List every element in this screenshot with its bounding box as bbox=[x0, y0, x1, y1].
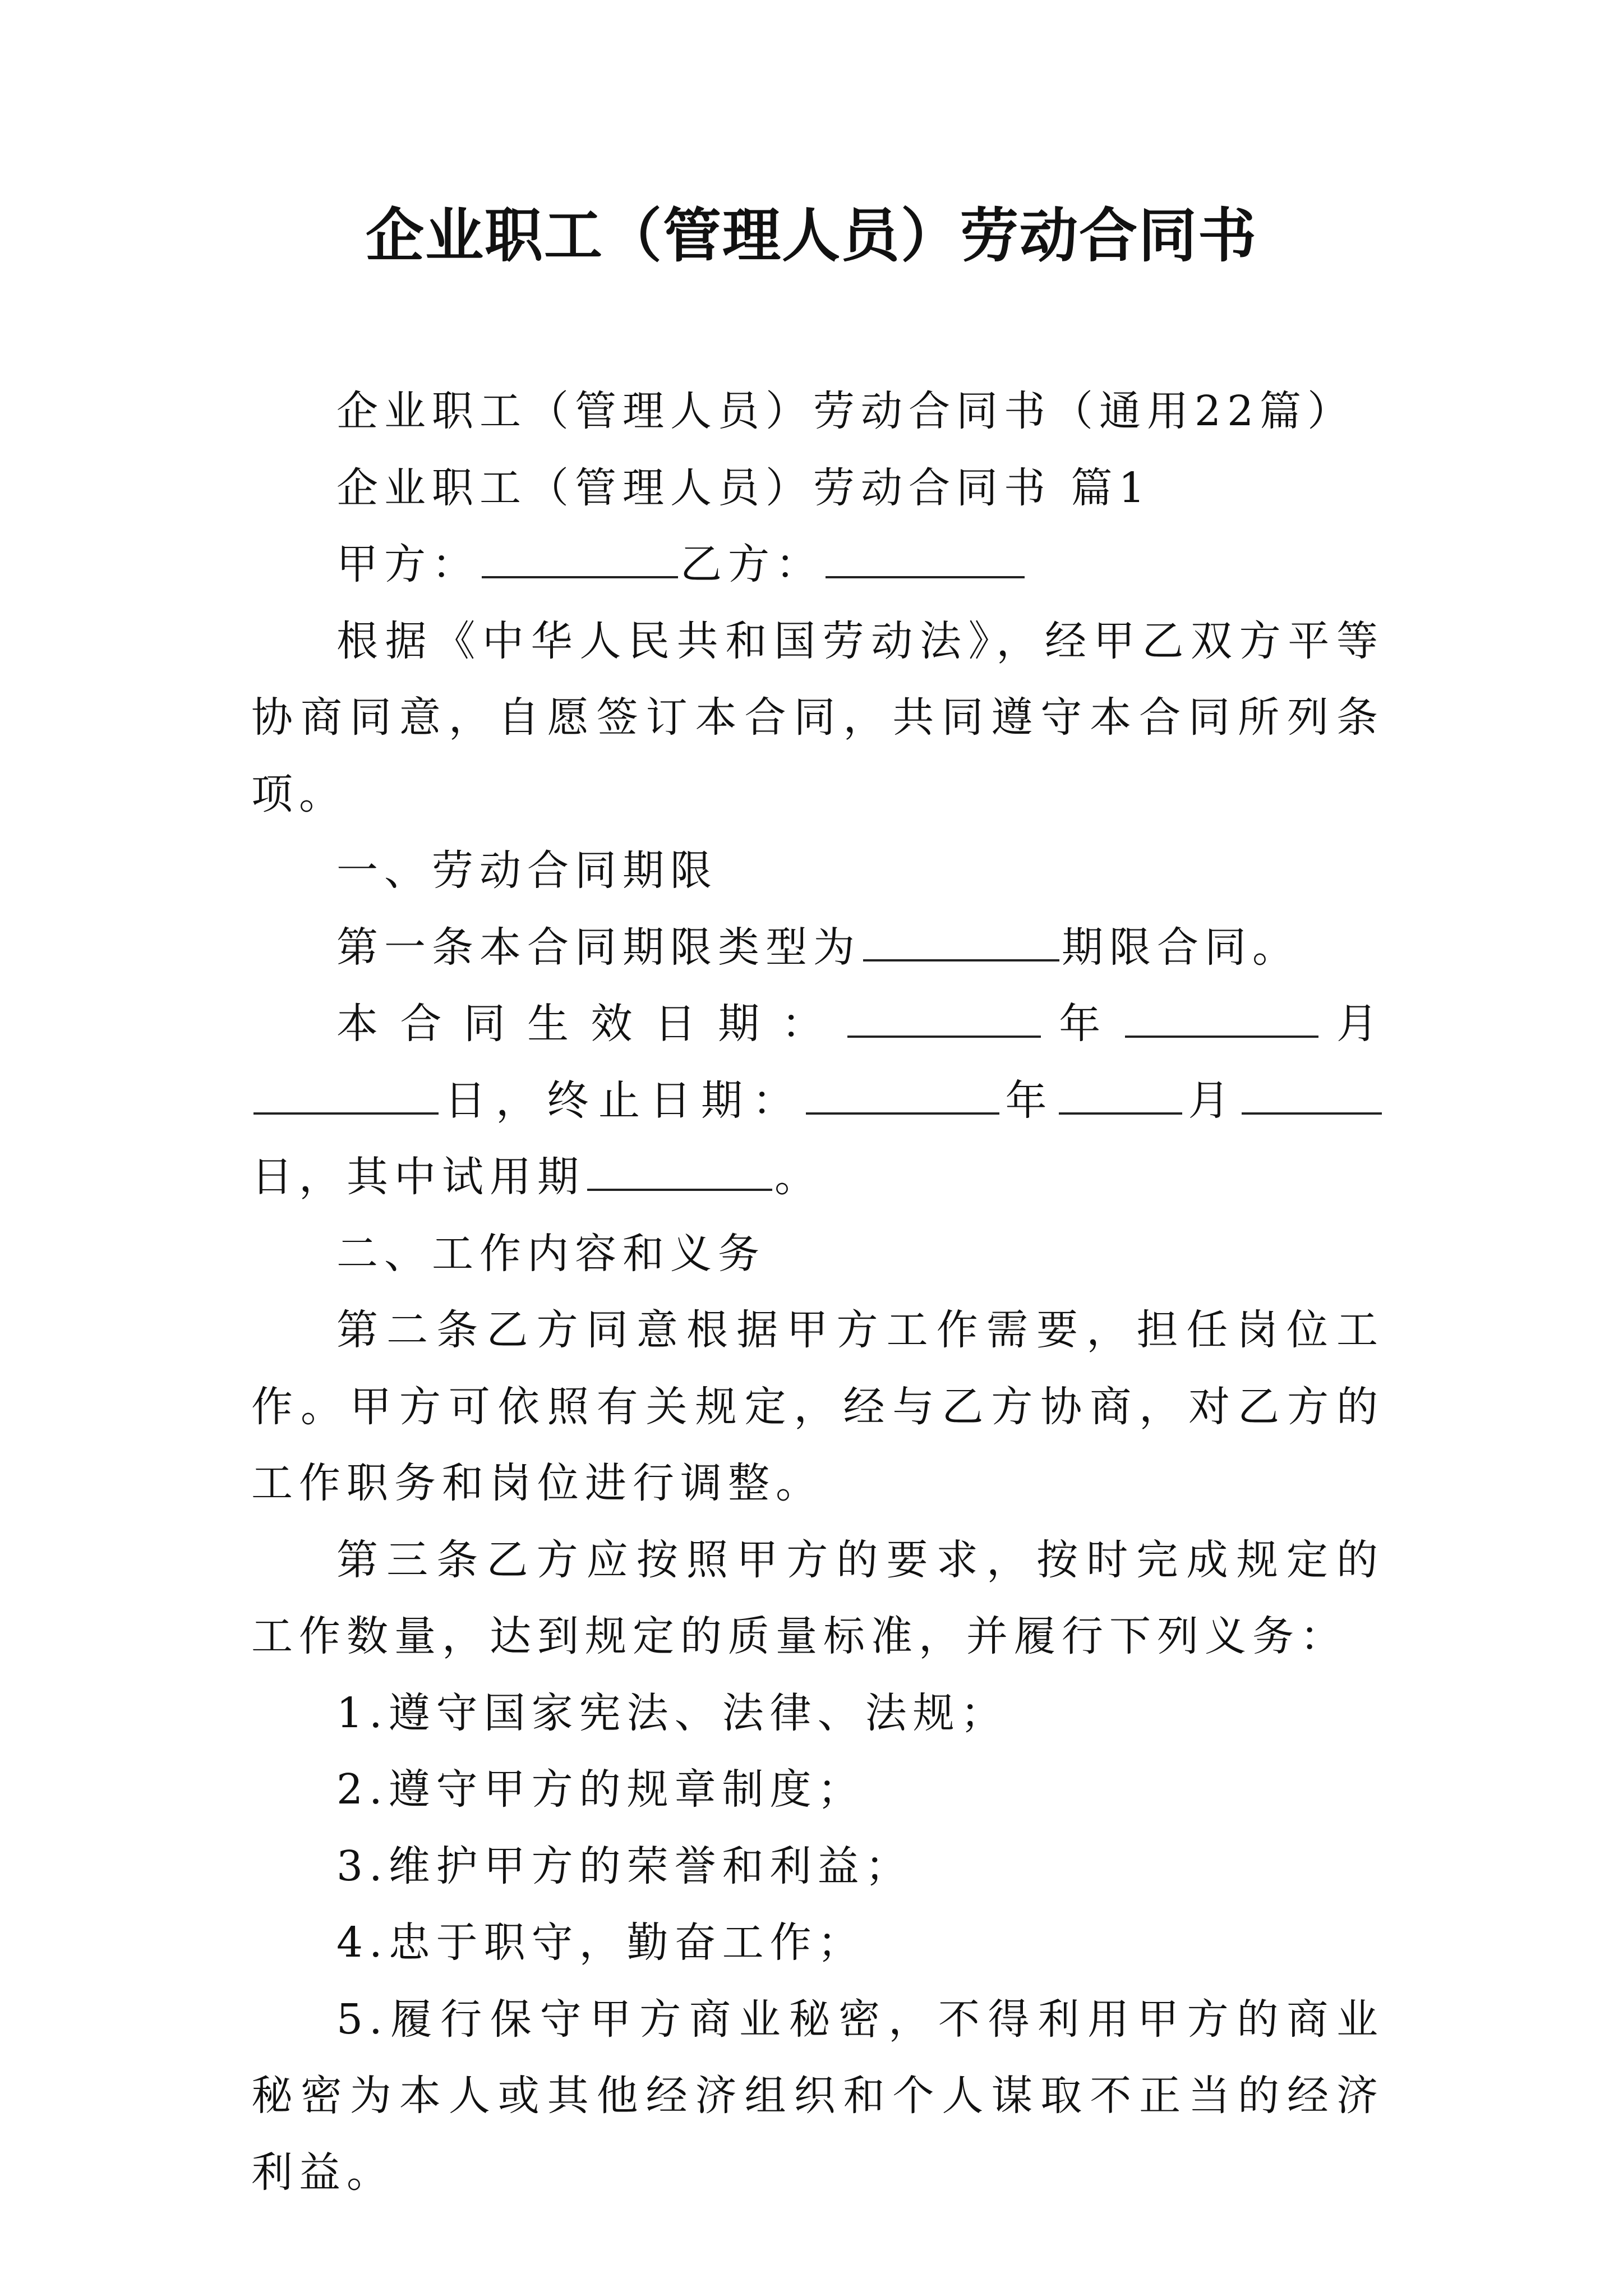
party-a-label: 甲方： bbox=[336, 540, 479, 588]
end-month-blank bbox=[1059, 1075, 1182, 1115]
end-day-blank bbox=[1242, 1075, 1382, 1115]
month2-label: 月 bbox=[1184, 1076, 1239, 1125]
section2-heading: 二、工作内容和义务 bbox=[336, 1229, 766, 1278]
year2-label: 年 bbox=[1002, 1076, 1057, 1125]
duty-item-1: 1.遵守国家宪法、法律、法规； bbox=[336, 1688, 1008, 1737]
duty-item-5: 5.履行保守甲方商业秘密，不得利用甲方的商业秘密为本人或其他经济组织和个人谋取不正当的经济利益。 bbox=[251, 1995, 1384, 2197]
intro-paragraph: 根据《中华人民共和国劳动法》，经甲乙双方平等协商同意，自愿签订本合同，共同遵守本合同所列条项。 bbox=[251, 616, 1384, 818]
period-end: 。 bbox=[774, 1153, 822, 1201]
effective-date-paragraph bbox=[251, 986, 1384, 1216]
duty-item-3: 3.维护甲方的荣誉和利益； bbox=[336, 1842, 913, 1890]
probation-blank bbox=[587, 1152, 772, 1191]
effective-year-blank bbox=[847, 999, 1041, 1038]
effective-day-blank bbox=[253, 1075, 439, 1115]
article3: 第三条乙方应按照甲方的要求，按时完成规定的工作数量，达到规定的质量标准，并履行下列义务： bbox=[251, 1535, 1384, 1660]
document-title: 企业职工（管理人员）劳动合同书 bbox=[365, 201, 1257, 270]
duty-item-2: 2.遵守甲方的规章制度； bbox=[336, 1765, 865, 1814]
article2: 第二条乙方同意根据甲方工作需要，担任岗位工作。甲方可依照有关规定，经与乙方协商，对乙方的工作职务和岗位进行调整。 bbox=[251, 1306, 1384, 1507]
document-subtitle: 企业职工（管理人员）劳动合同书（通用22篇） bbox=[336, 387, 1355, 435]
party-b-label: 乙方： bbox=[680, 540, 823, 588]
section1-heading: 一、劳动合同期限 bbox=[336, 846, 718, 895]
month-label: 月 bbox=[1320, 1000, 1385, 1048]
piece-heading: 企业职工（管理人员）劳动合同书 篇1 bbox=[336, 463, 1151, 512]
effective-prefix: 本合同生效日期： bbox=[336, 1000, 845, 1048]
article1-suffix: 期限合同。 bbox=[1062, 923, 1300, 972]
party-b-blank bbox=[826, 539, 1025, 578]
parties-line bbox=[251, 526, 1384, 603]
contract-type-blank bbox=[863, 922, 1059, 961]
article1-prefix: 第一条本合同期限类型为 bbox=[336, 923, 861, 972]
effective-month-blank bbox=[1125, 999, 1318, 1038]
day-term-label: 日，终止日期： bbox=[441, 1076, 804, 1125]
end-year-blank bbox=[806, 1075, 999, 1115]
year-label: 年 bbox=[1043, 1000, 1123, 1048]
day-probation-label: 日，其中试用期 bbox=[251, 1153, 585, 1201]
party-a-blank bbox=[482, 539, 678, 578]
duty-item-4: 4.忠于职守，勤奋工作； bbox=[336, 1918, 865, 1967]
document-body bbox=[251, 373, 1384, 2211]
article1 bbox=[251, 909, 1384, 986]
